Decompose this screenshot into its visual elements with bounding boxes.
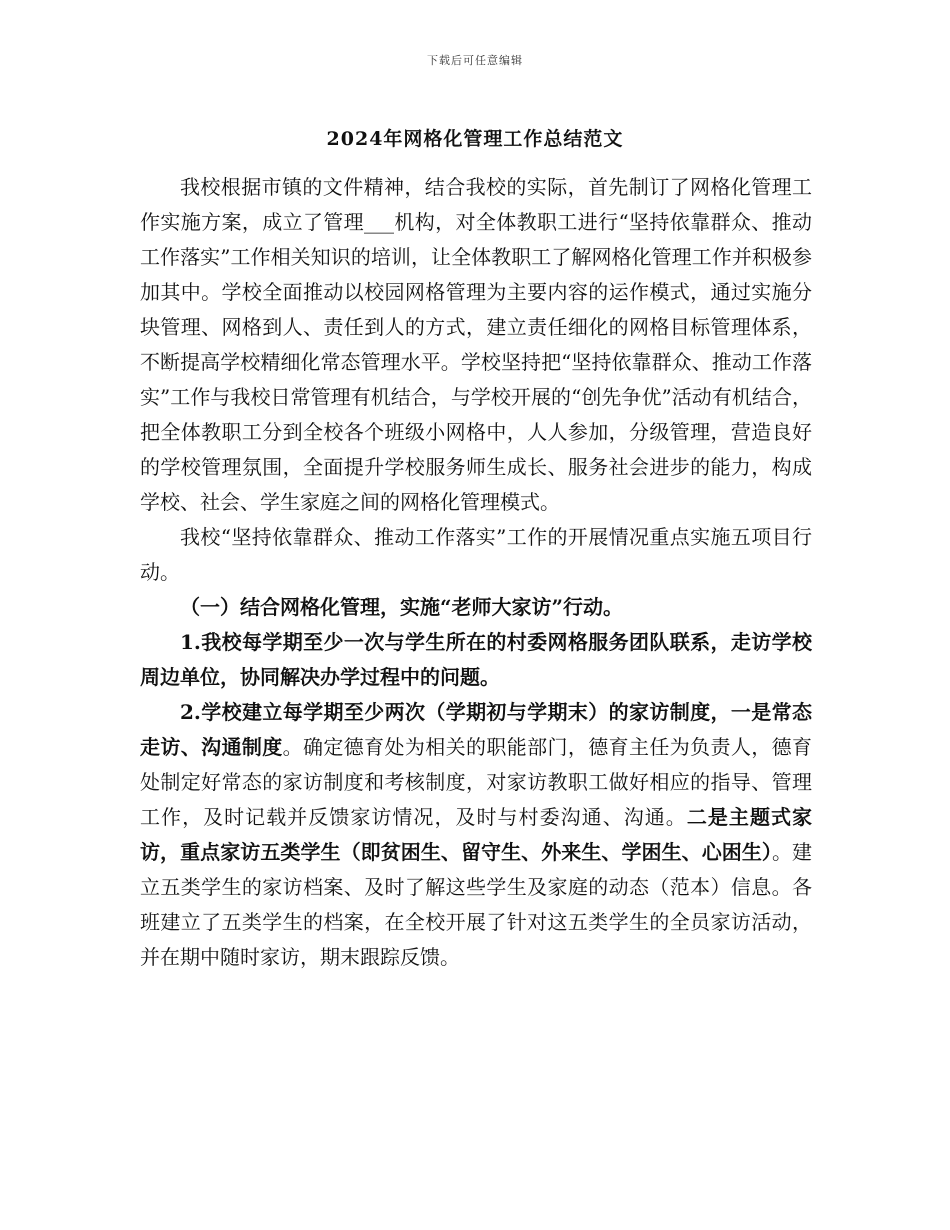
paragraph-intro: 我校根据市镇的文件精神，结合我校的实际，首先制订了网格化管理工作实施方案，成立了管理___机构，对全体教职工进行“坚持依靠群众、推动工作落实”工作相关知识的培训，让全体教职工了解网格化管理工作并积极参加其中。学校全面推动以校园网格管理为主要内容的运作模式，通过实施分块管理、网格到人、责任到人的方式，建立责任细化的网格目标管理体系，不断提高学校精细化常态管理水平。学校坚持把“坚持依靠群众、推动工作落实”工作与我校日常管理有机结合，与学校开展的“创先争优”活动有机结合，把全体教职工分到全校各个班级小网格中，人人参加，分级管理，营造良好的学校管理氛围，全面提升学校服务师生成长、服务社会进步的能力，构成学校、社会、学生家庭之间的网格化管理模式。 <box>140 175 812 514</box>
item-2-bold-lead: 2.学校建立每学期至少两次（学期初与学期末）的家访制度，一是常态走访、沟通制度 <box>140 700 812 759</box>
document-body <box>140 170 812 975</box>
header-note: 下载后可任意编辑 <box>427 54 523 67</box>
page-title: 2024年网格化管理工作总结范文 <box>326 128 624 150</box>
paragraph-item-2 <box>140 695 812 975</box>
item-2-text-2: 。建立五类学生的家访档案、及时了解这些学生及家庭的动态（范本）信息。各班建立了五类学生的档案，在全校开展了针对这五类学生的全员家访活动，并在期中随时家访，期末跟踪反馈。 <box>140 840 813 969</box>
section-heading-1: （一）结合网格化管理，实施“老师大家访”行动。 <box>180 595 624 619</box>
paragraph-item-1: 1.我校每学期至少一次与学生所在的村委网格服务团队联系，走访学校周边单位，协同解决办学过程中的问题。 <box>140 630 812 689</box>
paragraph-overview: 我校“坚持依靠群众、推动工作落实”工作的开展情况重点实施五项目行动。 <box>140 525 812 584</box>
item-2-bold-second: 二是主题式家访，重点家访五类学生（即贫困生、留守生、外来生、学困生、心困生） <box>140 805 813 864</box>
item-2-text-1: 。确定德育处为相关的职能部门，德育主任为负责人，德育处制定好常态的家访制度和考核制度，对家访教职工做好相应的指导、管理工作，及时记载并反馈家访情况，及时与村委沟通、沟通。 <box>140 735 812 829</box>
